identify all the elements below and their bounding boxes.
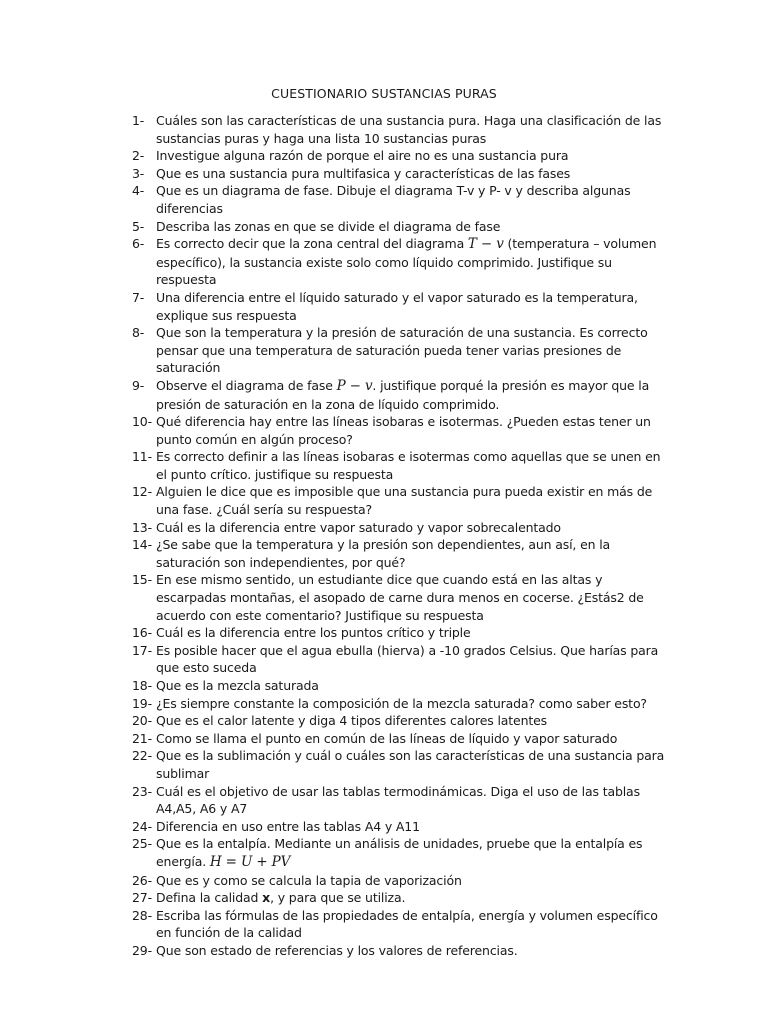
question-item (132, 448, 672, 483)
question-number: 8- (132, 325, 145, 341)
question-text: Es posible hacer que el agua ebulla (hierva) a -10 grados Celsius. Que harías para que esto suceda (156, 642, 659, 676)
question-text: Qué diferencia hay entre las líneas isobaras e isotermas. ¿Pueden estas tener un punto común en algún proceso? (156, 414, 651, 447)
question-item (132, 289, 672, 324)
question-item (132, 783, 672, 818)
question-item (132, 483, 672, 518)
question-text: Escriba las fórmulas de las propiedades de entalpía, energía y volumen específico en función de la calidad (156, 907, 658, 941)
question-item (132, 112, 672, 147)
question-text: Cuál es el objetivo de usar las tablas termodinámicas. Diga el uso de las tablas A4,A5, A6 y A7 (156, 783, 640, 817)
question-number: 6- (132, 236, 145, 252)
question-text: Que son la temperatura y la presión de saturación de una sustancia. Es correcto pensar que una temperatura de saturación pueda tener varias presiones de saturación (156, 325, 648, 376)
question-number: 19- (132, 695, 152, 711)
question-item (132, 624, 672, 642)
question-text: Una diferencia entre el líquido saturado y el vapor saturado es la temperatura, explique sus respuesta (156, 289, 638, 323)
question-item (132, 182, 672, 217)
question-item (132, 747, 672, 782)
question-number: 3- (132, 165, 145, 181)
question-text: ¿Es siempre constante la composición de la mezcla saturada? como saber esto? (156, 695, 647, 711)
question-text: Es correcto definir a las líneas isobaras e isotermas como aquellas que se unen en el punto crítico. justifique su respuesta (156, 449, 661, 482)
question-text: Cuál es la diferencia entre vapor saturado y vapor sobrecalentado (156, 519, 561, 535)
question-number: 16- (132, 625, 152, 641)
question-number: 24- (132, 818, 152, 834)
question-text: Que es la entalpía. Mediante un análisis de unidades, pruebe que la entalpía es energía. (156, 836, 643, 869)
question-item (132, 642, 672, 677)
question-number: 9- (132, 377, 145, 393)
question-number: 14- (132, 537, 152, 553)
question-text: Que es la sublimación y cuál o cuáles son las características de una sustancia para sublimar (156, 748, 665, 781)
question-number: 21- (132, 730, 152, 746)
question-number: 17- (132, 642, 152, 658)
question-item (132, 872, 672, 890)
question-item (132, 942, 672, 960)
question-number: 12- (132, 484, 152, 500)
question-text: Que es el calor latente y diga 4 tipos diferentes calores latentes (156, 713, 548, 729)
bold-variable-x: x (262, 890, 271, 906)
question-text: Describa las zonas en que se divide el diagrama de fase (156, 218, 501, 234)
question-text: Diferencia en uso entre las tablas A4 y A11 (156, 818, 420, 834)
question-text-continued: . justifique porqué la presión es mayor que la presión de saturación en la zona de líquido comprimido. (156, 377, 650, 412)
question-text-continued: , y para que se utiliza. (270, 890, 406, 906)
question-text: Que son estado de referencias y los valores de referencias. (156, 942, 518, 958)
question-number: 18- (132, 678, 152, 693)
question-number: 1- (132, 113, 145, 128)
question-text-continued: (temperatura – volumen específico), la sustancia existe solo como líquido comprimido. Justifique su respuesta (156, 236, 657, 288)
question-item (132, 324, 672, 377)
math-formula-p-v: P − v (336, 377, 373, 394)
question-number: 13- (132, 519, 152, 535)
question-text: Alguien le dice que es imposible que una sustancia pura pueda existir en más de una fase. ¿Cuál sería su respuesta? (156, 484, 653, 518)
question-text: En ese mismo sentido, un estudiante dice que cuando está en las altas y escarpadas montañas, el asopado de carne dura menos en cocerse. ¿Estás2 de acuerdo con este comentario? Justifique su respuesta (156, 572, 644, 623)
math-formula-enthalpy: H = U + PV (209, 853, 291, 870)
question-number: 29- (132, 942, 152, 958)
question-text: Cuáles son las características de una sustancia pura. Haga una clasificación de las sustancias puras y haga una lista 10 sustancias puras (156, 113, 662, 146)
question-number: 22- (132, 748, 152, 764)
question-item (132, 413, 672, 448)
question-text: Cuál es la diferencia entre los puntos crítico y triple (156, 625, 471, 641)
question-text: ¿Se sabe que la temperatura y la presión son dependientes, aun así, en la saturación son independientes, por qué? (156, 537, 611, 570)
question-item (132, 165, 672, 183)
question-number: 7- (132, 289, 145, 305)
question-item (132, 835, 672, 871)
question-number: 28- (132, 907, 152, 923)
question-text: Es correcto decir que la zona central del diagrama (156, 236, 468, 252)
question-text: Como se llama el punto en común de las líneas de líquido y vapor saturado (156, 730, 618, 746)
question-number: 26- (132, 872, 152, 888)
question-text: Defina la calidad (156, 890, 263, 906)
question-text: Investigue alguna razón de porque el aire no es una sustancia pura (156, 148, 569, 164)
question-number: 20- (132, 713, 152, 729)
question-item (132, 377, 672, 413)
question-text: Observe el diagrama de fase (156, 377, 337, 393)
question-number: 23- (132, 783, 152, 799)
question-number: 10- (132, 414, 152, 430)
question-list (132, 112, 672, 960)
question-item (132, 147, 672, 165)
question-item (132, 519, 672, 537)
page-title: CUESTIONARIO SUSTANCIAS PURAS (271, 86, 497, 101)
question-item (132, 907, 672, 942)
question-item (132, 695, 672, 713)
question-number: 27- (132, 890, 152, 906)
question-text: Que es un diagrama de fase. Dibuje el diagrama T-v y P- v y describa algunas diferencias (156, 183, 631, 216)
math-formula-t-v: T − v (467, 236, 504, 253)
question-item (132, 730, 672, 748)
question-item (132, 571, 672, 624)
question-text: Que es la mezcla saturada (156, 678, 319, 693)
question-item (132, 677, 672, 695)
question-item (132, 818, 672, 836)
question-number: 5- (132, 218, 145, 234)
question-item (132, 235, 672, 289)
question-number: 15- (132, 572, 152, 588)
question-text: Que es y como se calcula la tapia de vaporización (156, 872, 462, 888)
question-item (132, 218, 672, 236)
question-item (132, 889, 672, 907)
question-text: Que es una sustancia pura multifasica y características de las fases (156, 165, 571, 181)
question-item (132, 536, 672, 571)
question-number: 2- (132, 148, 145, 164)
question-item (132, 712, 672, 730)
question-number: 25- (132, 836, 152, 852)
question-number: 4- (132, 183, 145, 199)
question-number: 11- (132, 449, 152, 465)
